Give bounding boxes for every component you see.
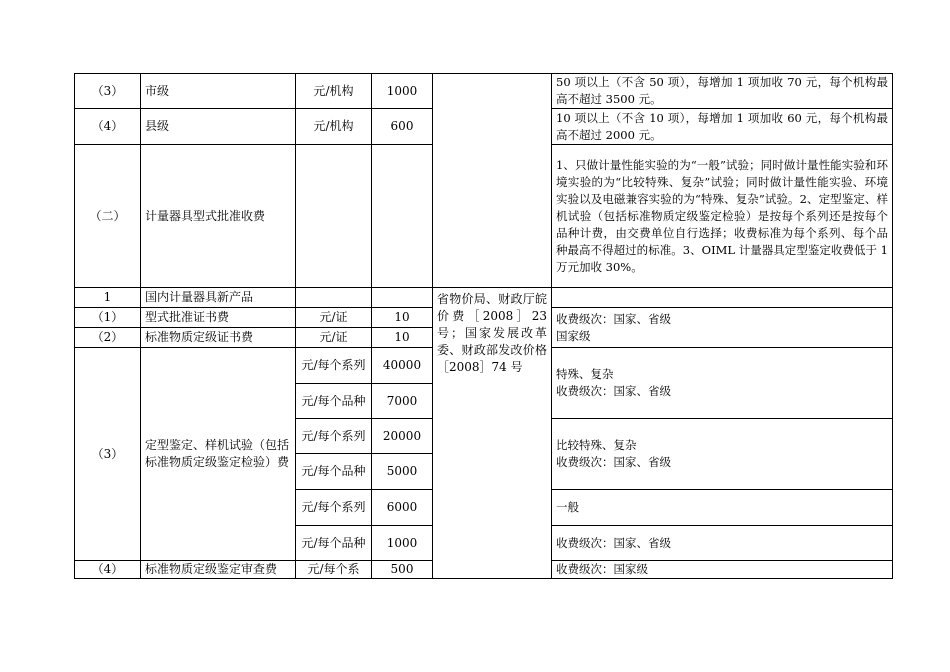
price: 500 <box>372 561 433 579</box>
remark: 收费级次：国家、省级 国家级 <box>552 308 893 348</box>
remark: 收费级次：国家、省级 <box>552 526 893 561</box>
table-row <box>75 288 893 308</box>
unit: 元/证 <box>296 328 372 348</box>
row-number: （二） <box>75 145 141 288</box>
row-number: （2） <box>75 328 141 348</box>
item-name: 市级 <box>141 74 296 109</box>
price: 1000 <box>372 526 433 561</box>
remark: 1、只做计量性能实验的为“一般”试验；同时做计量性能实验和环境实验的为“比较特殊、复杂”试验；同时做计量性能实验、环境实验以及电磁兼容实验的为“特殊、复杂”试验。2、定型鉴定、样机试验（包括标准物质定级鉴定检验）是按每个系列还是按每个品种计费，由交费单位自行选择；收费标准为每个系列、每个品种最高不得超过的标准。3、OIML 计量器具定型鉴定收费低于 1 万元加收 30%。 <box>552 145 893 288</box>
unit: 元/每个品种 <box>296 454 372 490</box>
remark: 50 项以上（不含 50 项），每增加 1 项加收 70 元，每个机构最高不超过 3500 元。 <box>552 74 893 109</box>
price: 600 <box>372 109 433 145</box>
unit: 元/每个系列 <box>296 419 372 454</box>
row-number: 1 <box>75 288 141 308</box>
price: 10 <box>372 308 433 328</box>
row-number: （4） <box>75 561 141 579</box>
unit: 元/每个系列 <box>296 348 372 384</box>
unit: 元/每个系列 <box>296 490 372 526</box>
item-name: 计量器具型式批准收费 <box>141 145 296 288</box>
price: 6000 <box>372 490 433 526</box>
fee-table <box>74 73 893 579</box>
item-name: 国内计量器具新产品 <box>141 288 296 308</box>
unit: 元/机构 <box>296 74 372 109</box>
item-name: 定型鉴定、样机试验（包括标准物质定级鉴定检验）费 <box>141 348 296 561</box>
item-name: 标准物质定级鉴定审查费 <box>141 561 296 579</box>
price: 7000 <box>372 384 433 419</box>
remark: 10 项以上（不含 10 项），每增加 1 项加收 60 元，每个机构最高不超过 2000 元。 <box>552 109 893 145</box>
remark: 一般 <box>552 490 893 526</box>
table-row <box>75 74 893 109</box>
price: 1000 <box>372 74 433 109</box>
remark: 特殊、复杂 收费级次：国家、省级 <box>552 348 893 419</box>
price: 20000 <box>372 419 433 454</box>
item-name: 县级 <box>141 109 296 145</box>
row-number: （4） <box>75 109 141 145</box>
pricing-basis: 省物价局、财政厅皖价费［2008］23 号；国家发展改革委、财政部发改价格［2008］74 号 <box>433 288 552 579</box>
unit: 元/每个品种 <box>296 526 372 561</box>
remark: 收费级次：国家级 <box>552 561 893 579</box>
price: 5000 <box>372 454 433 490</box>
basis-empty <box>433 74 552 288</box>
unit: 元/证 <box>296 308 372 328</box>
price: 40000 <box>372 348 433 384</box>
remark: 比较特殊、复杂 收费级次：国家、省级 <box>552 419 893 490</box>
row-number: （3） <box>75 74 141 109</box>
item-name: 标准物质定级证书费 <box>141 328 296 348</box>
price: 10 <box>372 328 433 348</box>
unit: 元/每个品种 <box>296 384 372 419</box>
item-name: 型式批准证书费 <box>141 308 296 328</box>
row-number: （1） <box>75 308 141 328</box>
unit: 元/机构 <box>296 109 372 145</box>
unit: 元/每个系 <box>296 561 372 579</box>
row-number: （3） <box>75 348 141 561</box>
